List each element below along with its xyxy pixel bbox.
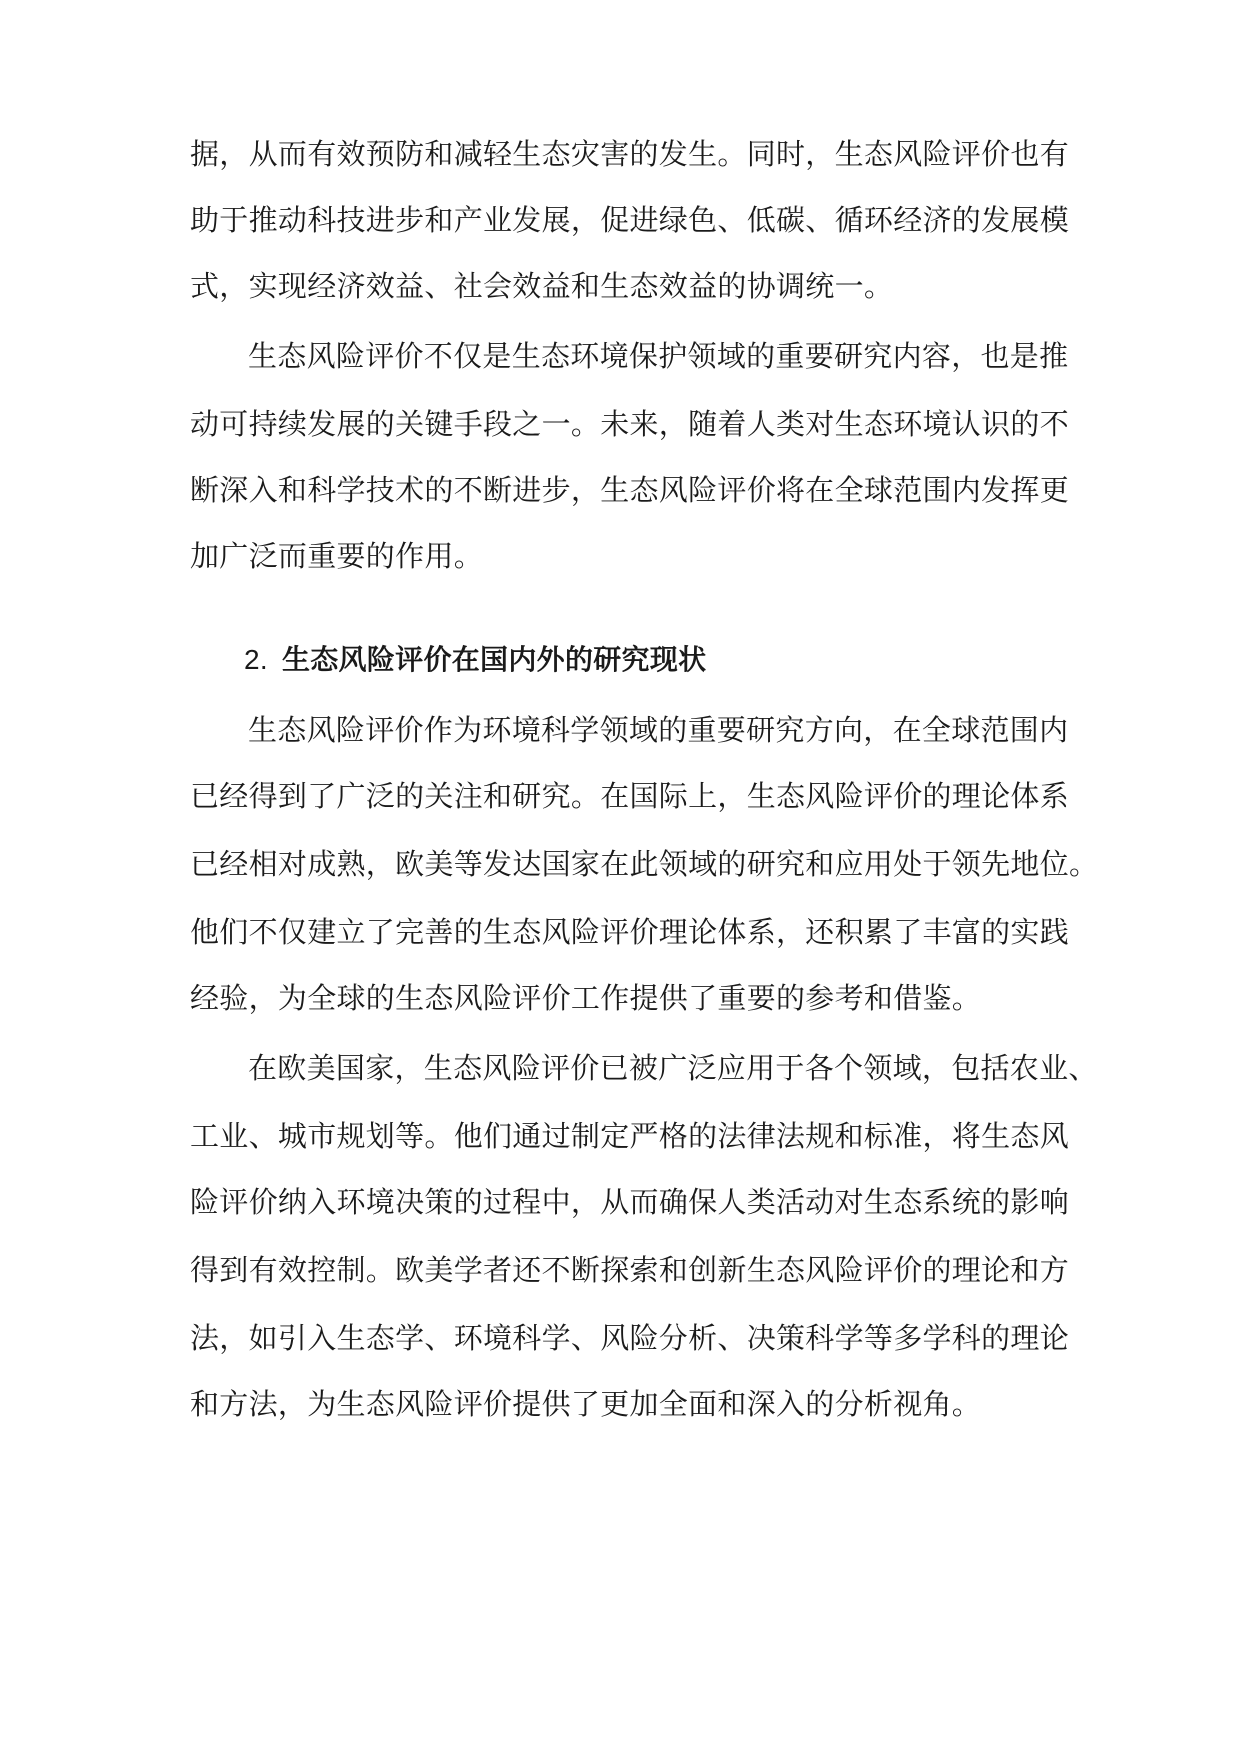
text-line: 据，从而有效预防和减轻生态灾害的发生。同时，生态风险评价也有 bbox=[190, 137, 1070, 171]
text-line: 经验，为全球的生态风险评价工作提供了重要的参考和借鉴。 bbox=[190, 981, 982, 1015]
section-heading bbox=[244, 640, 1124, 680]
text-line: 在欧美国家，生态风险评价已被广泛应用于各个领域，包括农业、 bbox=[248, 1051, 1098, 1085]
text-line: 已经得到了广泛的关注和研究。在国际上，生态风险评价的理论体系 bbox=[190, 779, 1070, 813]
text-line: 加广泛而重要的作用。 bbox=[190, 539, 484, 573]
text-line: 和方法，为生态风险评价提供了更加全面和深入的分析视角。 bbox=[190, 1387, 982, 1421]
text-line: 动可持续发展的关键手段之一。未来，随着人类对生态环境认识的不 bbox=[190, 407, 1070, 441]
text-line: 生态风险评价不仅是生态环境保护领域的重要研究内容，也是推 bbox=[248, 339, 1069, 373]
text-line: 险评价纳入环境决策的过程中，从而确保人类活动对生态系统的影响 bbox=[190, 1185, 1070, 1219]
text-line: 助于推动科技进步和产业发展，促进绿色、低碳、循环经济的发展模 bbox=[190, 203, 1070, 237]
section-number: 2. bbox=[244, 644, 268, 675]
section-title: 生态风险评价在国内外的研究现状 bbox=[281, 643, 707, 676]
text-line: 法，如引入生态学、环境科学、风险分析、决策科学等多学科的理论 bbox=[190, 1321, 1070, 1355]
text-line: 工业、城市规划等。他们通过制定严格的法律法规和标准，将生态风 bbox=[190, 1119, 1070, 1153]
text-line: 得到有效控制。欧美学者还不断探索和创新生态风险评价的理论和方 bbox=[190, 1253, 1070, 1287]
text-line: 已经相对成熟，欧美等发达国家在此领域的研究和应用处于领先地位。 bbox=[190, 847, 1099, 881]
text-line: 式，实现经济效益、社会效益和生态效益的协调统一。 bbox=[190, 269, 894, 303]
text-line: 他们不仅建立了完善的生态风险评价理论体系，还积累了丰富的实践 bbox=[190, 915, 1070, 949]
text-line: 断深入和科学技术的不断进步，生态风险评价将在全球范围内发挥更 bbox=[190, 473, 1070, 507]
text-line: 生态风险评价作为环境科学领域的重要研究方向，在全球范围内 bbox=[248, 713, 1069, 747]
